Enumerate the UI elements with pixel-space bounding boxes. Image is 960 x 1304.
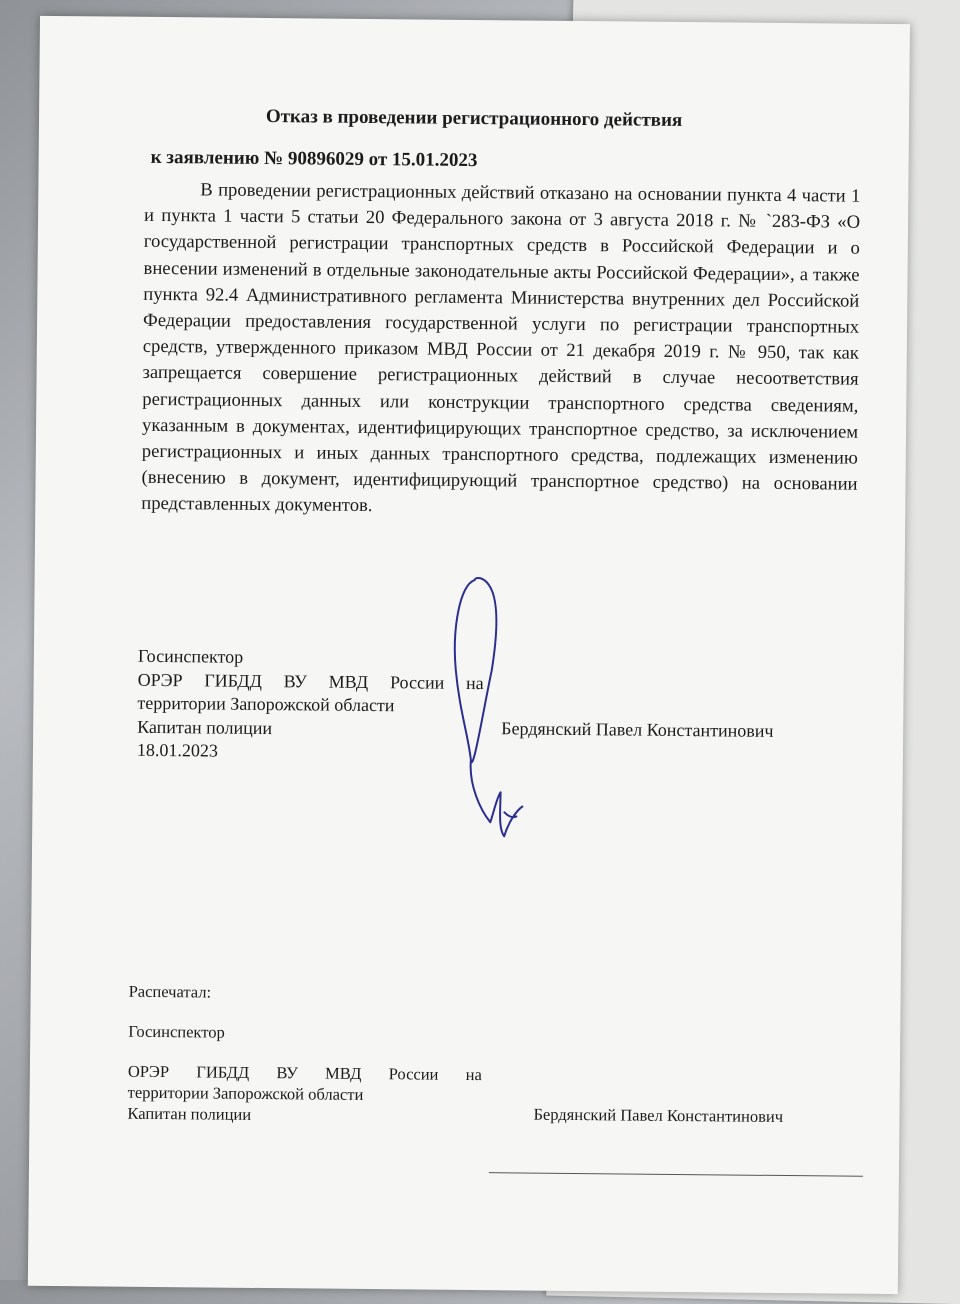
printed-by-department-line2: территории Запорожской области: [127, 1082, 364, 1104]
signatory-name: Бердянский Павел Константинович: [501, 718, 774, 741]
printed-by-rank: Капитан полиции: [127, 1103, 252, 1124]
signature-line: [489, 1172, 863, 1177]
handwritten-signature: [412, 559, 535, 860]
printed-by-position: Госинспектор: [128, 1021, 225, 1042]
document-page: [28, 16, 910, 1294]
document-title: Отказ в проведении регистрационного действия: [265, 105, 683, 131]
refusal-body-text: В проведении регистрационных действий отказано на основании пункта 4 части 1 и пункта 1 части 5 статьи 20 Федерального закона от 3 августа 2018 г. № `283-ФЗ «О государственной регистрации транспортных средств в Российской Федерации и о внесении изменений в отдельные законодательные акты Российской Федерации», а также пункта 92.4 Административного регламента Министерства внутренних дел Российской Федерации предоставления государственной услуги по регистрации транспортных средств, утвержденного приказом МВД России от 21 декабря 2019 г. № 950, так как запрещается совершение регистрационных действий в случае несоответствия регистрационных данных или конструкции транспортного средства сведениям, указанным в документах, идентифицирующих транспортное средство, за исключением регистрационных и иных данных транспортного средства, подлежащих изменению (внесению в документ, идентифицирующий транспортное средство) на основании представленных документов.: [141, 179, 861, 517]
signatory-position: Госинспектор: [137, 645, 244, 667]
printed-by-block: [127, 981, 482, 1127]
signatory-date: 18.01.2023: [136, 739, 219, 761]
signatory-department-line2: территории Запорожской области: [137, 692, 395, 716]
printed-by-department-line1: ОРЭР ГИБДД ВУ МВД России на: [127, 1061, 482, 1085]
application-reference: к заявлению № 90896029 от 15.01.2023: [150, 146, 478, 172]
printed-by-label: Распечатал:: [128, 981, 212, 1002]
signatory-department-line1: ОРЭР ГИБДД ВУ МВД России на: [137, 669, 484, 693]
signatory-rank: Капитан полиции: [137, 716, 273, 738]
printed-by-name: Бердянский Павел Константинович: [533, 1104, 784, 1127]
